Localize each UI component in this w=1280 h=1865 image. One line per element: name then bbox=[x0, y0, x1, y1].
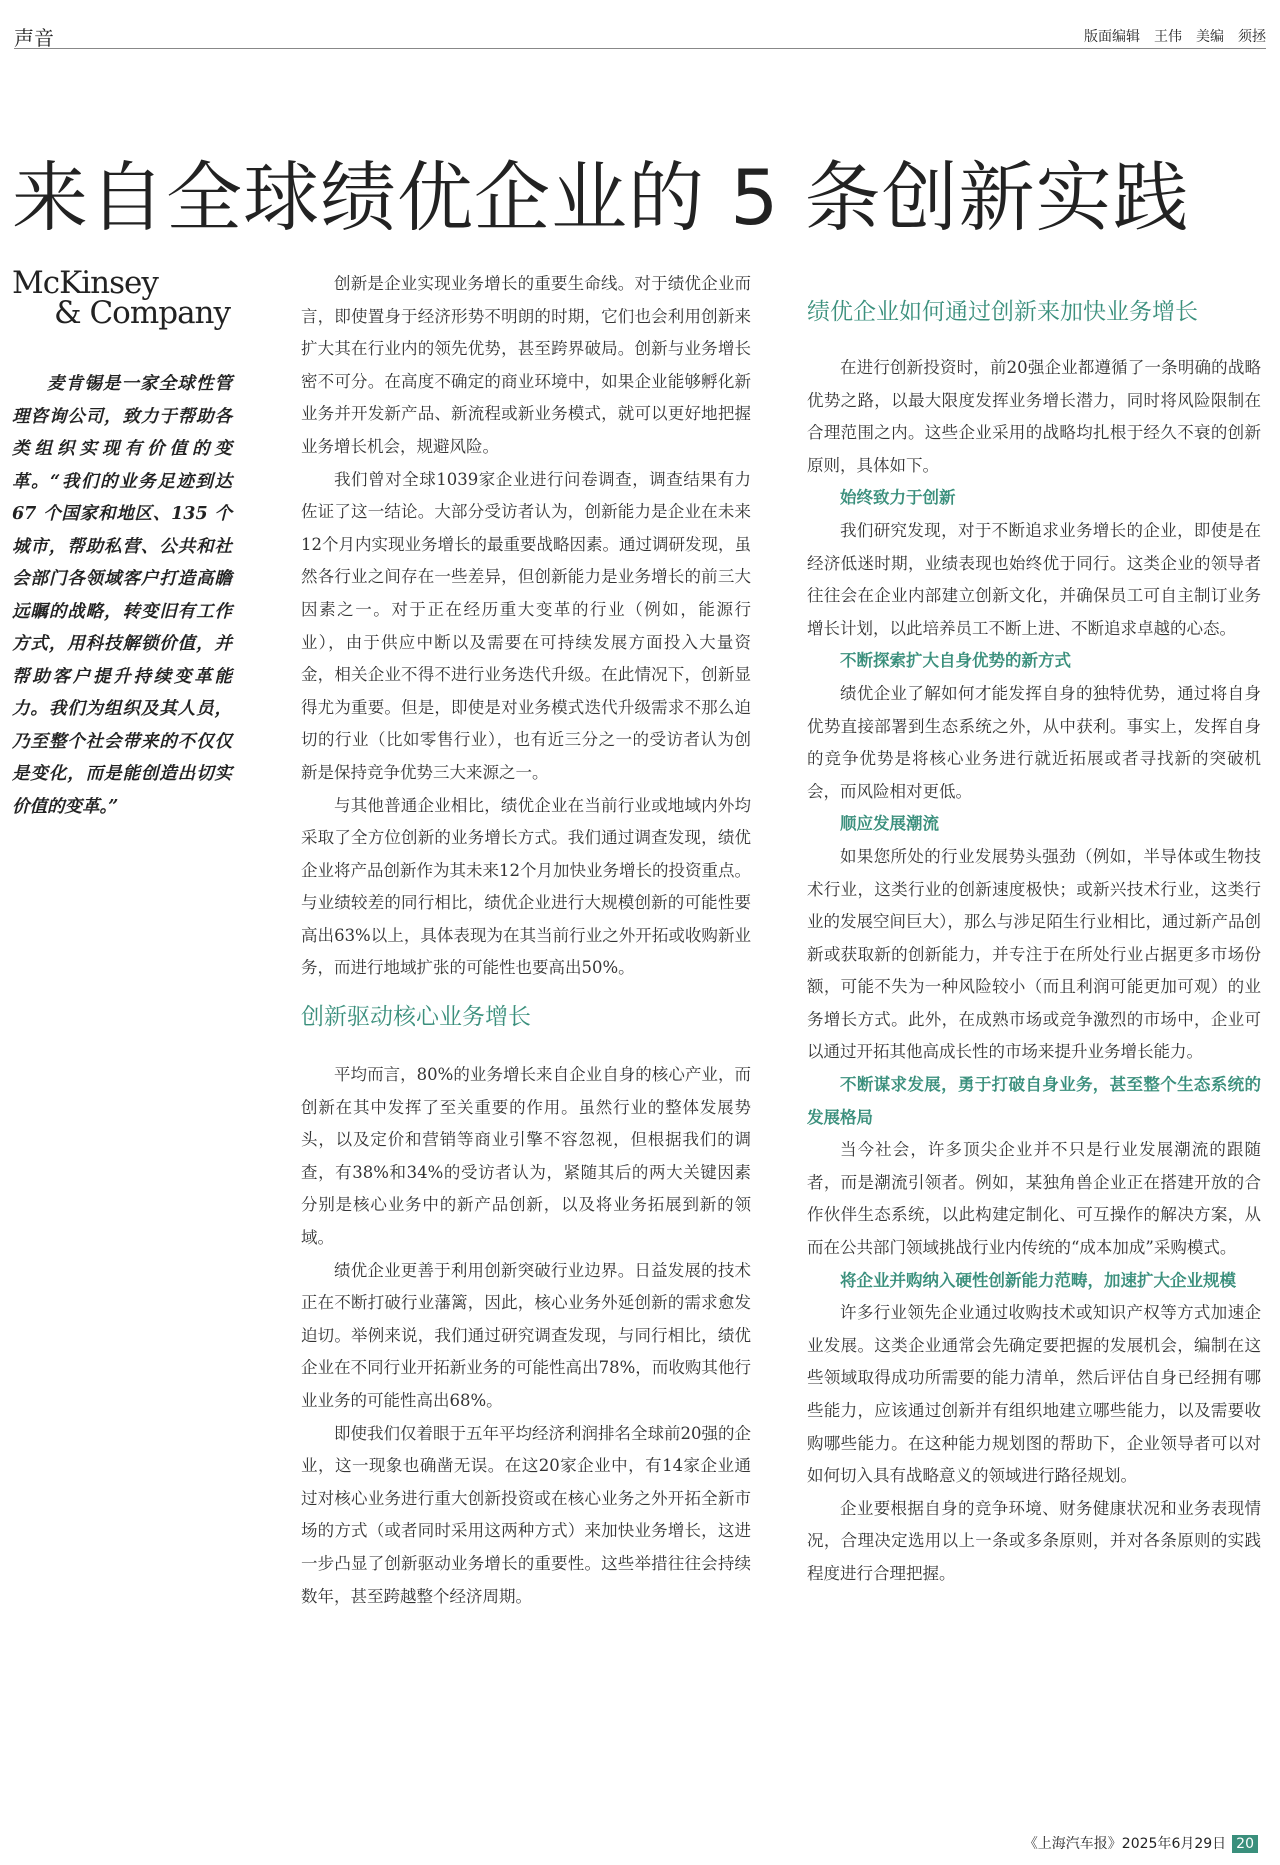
article-column-2 bbox=[301, 268, 751, 1613]
paragraph: 企业要根据自身的竞争环境、财务健康状况和业务表现情况，合理决定选用以上一条或多条原则，并对各条原则的实践程度进行合理把握。 bbox=[807, 1498, 1261, 1583]
page-header bbox=[14, 18, 1266, 49]
company-intro: 麦肯锡是一家全球性管理咨询公司，致力于帮助各类组织实现有价值的变革。“我们的业务足迹到达 67 个国家和地区、135 个城市，帮助私营、公共和社会部门各领域客户打造高瞻远瞩的战略，转变旧有工作方式，用科技解锁价值，并帮助客户提升持续变革能力。我们为组织及其人员，乃至整个社会带来的不仅仅是变化，而是能创造出切实价值的变革。” bbox=[12, 374, 232, 817]
article-column-3 bbox=[807, 292, 1261, 1591]
logo-line-2: & Company bbox=[54, 295, 231, 331]
publication-date: 《上海汽车报》2025年6月29日 bbox=[1023, 1836, 1227, 1852]
subheading: 始终致力于创新 bbox=[840, 488, 956, 508]
paragraph: 如果您所处的行业发展势头强劲（例如，半导体或生物技术行业，这类行业的创新速度极快；或新兴技术行业，这类行业的发展空间巨大），那么与涉足陌生行业相比，通过新产品创新或获取新的创新能力，并专注于在所处行业占据更多市场份额，可能不失为一种风险较小（而且利润可能更加可观）的业务增长方式。此外，在成熟市场或竞争激烈的市场中，企业可以通过开拓其他高成长性的市场来提升业务增长能力。 bbox=[807, 846, 1261, 1062]
paragraph: 绩优企业更善于利用创新突破行业边界。日益发展的技术正在不断打破行业藩篱，因此，核心业务外延创新的需求愈发迫切。举例来说，我们通过研究调查发现，与同行相比，绩优企业在不同行业开拓新业务的可能性高出78%，而收购其他行业业务的可能性高出68%。 bbox=[301, 1260, 751, 1410]
logo-line-1: McKinsey bbox=[12, 265, 158, 301]
subheading: 将企业并购纳入硬性创新能力范畴，加速扩大企业规模 bbox=[840, 1270, 1236, 1290]
page-footer bbox=[1024, 1833, 1258, 1853]
paragraph: 我们曾对全球1039家企业进行问卷调查，调查结果有力佐证了这一结论。大部分受访者认为，创新能力是企业在未来12个月内实现业务增长的最重要战略因素。通过调研发现，虽然各行业之间存在一些差异，但创新能力是业务增长的前三大因素之一。对于正在经历重大变革的行业（例如，能源行业），由于供应中断以及需要在可持续发展方面投入大量资金，相关企业不得不进行业务迭代升级。在此情况下，创新显得尤为重要。但是，即使是对业务模式迭代升级需求不那么迫切的行业（比如零售行业），也有近三分之一的受访者认为创新是保持竞争优势三大来源之一。 bbox=[301, 469, 751, 782]
subheading: 顺应发展潮流 bbox=[840, 814, 939, 834]
paragraph: 即使我们仅着眼于五年平均经济利润排名全球前20强的企业，这一现象也确凿无误。在这20家企业中，有14家企业通过对核心业务进行重大创新投资或在核心业务之外开拓全新市场的方式（或者同时采用这两种方式）来加快业务增长，这进一步凸显了创新驱动业务增长的重要性。这些举措往往会持续数年，甚至跨越整个经济周期。 bbox=[301, 1423, 751, 1606]
paragraph: 与其他普通企业相比，绩优企业在当前行业或地域内外均采取了全方位创新的业务增长方式。我们通过调查发现，绩优企业将产品创新作为其未来12个月加快业务增长的投资重点。与业绩较差的同行相比，绩优企业进行大规模创新的可能性要高出63%以上，具体表现为在其当前行业之外开拓或收购新业务，而进行地域扩张的可能性也要高出50%。 bbox=[301, 795, 751, 978]
paragraph: 平均而言，80%的业务增长来自企业自身的核心产业，而创新在其中发挥了至关重要的作用。虽然行业的整体发展势头，以及定价和营销等商业引擎不容忽视，但根据我们的调查，有38%和34%的受访者认为，紧随其后的两大关键因素分别是核心业务中的新产品创新，以及将业务拓展到新的领域。 bbox=[301, 1065, 751, 1248]
article-title: 来自全球绩优企业的 5 条创新实践 bbox=[12, 152, 1190, 242]
paragraph: 绩优企业了解如何才能发挥自身的独特优势，通过将自身优势直接部署到生态系统之外，从中获利。事实上，发挥自身的竞争优势是将核心业务进行就近拓展或者寻找新的突破机会，而风险相对更低。 bbox=[807, 683, 1261, 801]
paragraph: 当今社会，许多顶尖企业并不只是行业发展潮流的跟随者，而是潮流引领者。例如，某独角兽企业正在搭建开放的合作伙伴生态系统，以此构建定制化、可互操作的解决方案，从而在公共部门领域挑战行业内传统的“成本加成”采购模式。 bbox=[807, 1140, 1261, 1258]
section-heading: 绩优企业如何通过创新来加快业务增长 bbox=[807, 299, 1198, 325]
section-label: 声音 bbox=[14, 26, 54, 50]
page-number: 20 bbox=[1232, 1835, 1258, 1853]
paragraph: 创新是企业实现业务增长的重要生命线。对于绩优企业而言，即使置身于经济形势不明朗的时期，它们也会利用创新来扩大其在行业内的领先优势，甚至跨界破局。创新与业务增长密不可分。在高度不确定的商业环境中，如果企业能够孵化新业务并开发新产品、新流程或新业务模式，就可以更好地把握业务增长机会，规避风险。 bbox=[301, 274, 751, 456]
subheading: 不断谋求发展，勇于打破自身业务，甚至整个生态系统的发展格局 bbox=[807, 1075, 1261, 1127]
editor-credits: 版面编辑 王伟 美编 须拯 bbox=[1084, 29, 1266, 45]
subheading: 不断探索扩大自身优势的新方式 bbox=[840, 651, 1071, 671]
paragraph: 我们研究发现，对于不断追求业务增长的企业，即使是在经济低迷时期，业绩表现也始终优于同行。这类企业的领导者往往会在企业内部建立创新文化，并确保员工可自主制订业务增长计划，以此培养员工不断上进、不断追求卓越的心态。 bbox=[807, 520, 1261, 638]
paragraph: 在进行创新投资时，前20强企业都遵循了一条明确的战略优势之路，以最大限度发挥业务增长潜力，同时将风险限制在合理范围之内。这些企业采用的战略均扎根于经久不衰的创新原则，具体如下。 bbox=[807, 358, 1261, 475]
section-heading: 创新驱动核心业务增长 bbox=[301, 1004, 531, 1031]
paragraph: 许多行业领先企业通过收购技术或知识产权等方式加速企业发展。这类企业通常会先确定要把握的发展机会，编制在这些领域取得成功所需要的能力清单，然后评估自身已经拥有哪些能力，应该通过创新并有组织地建立哪些能力，以及需要收购哪些能力。在这种能力规划图的帮助下，企业领导者可以对如何切入具有战略意义的领域进行路径规划。 bbox=[807, 1303, 1261, 1486]
mckinsey-logo bbox=[12, 265, 231, 331]
